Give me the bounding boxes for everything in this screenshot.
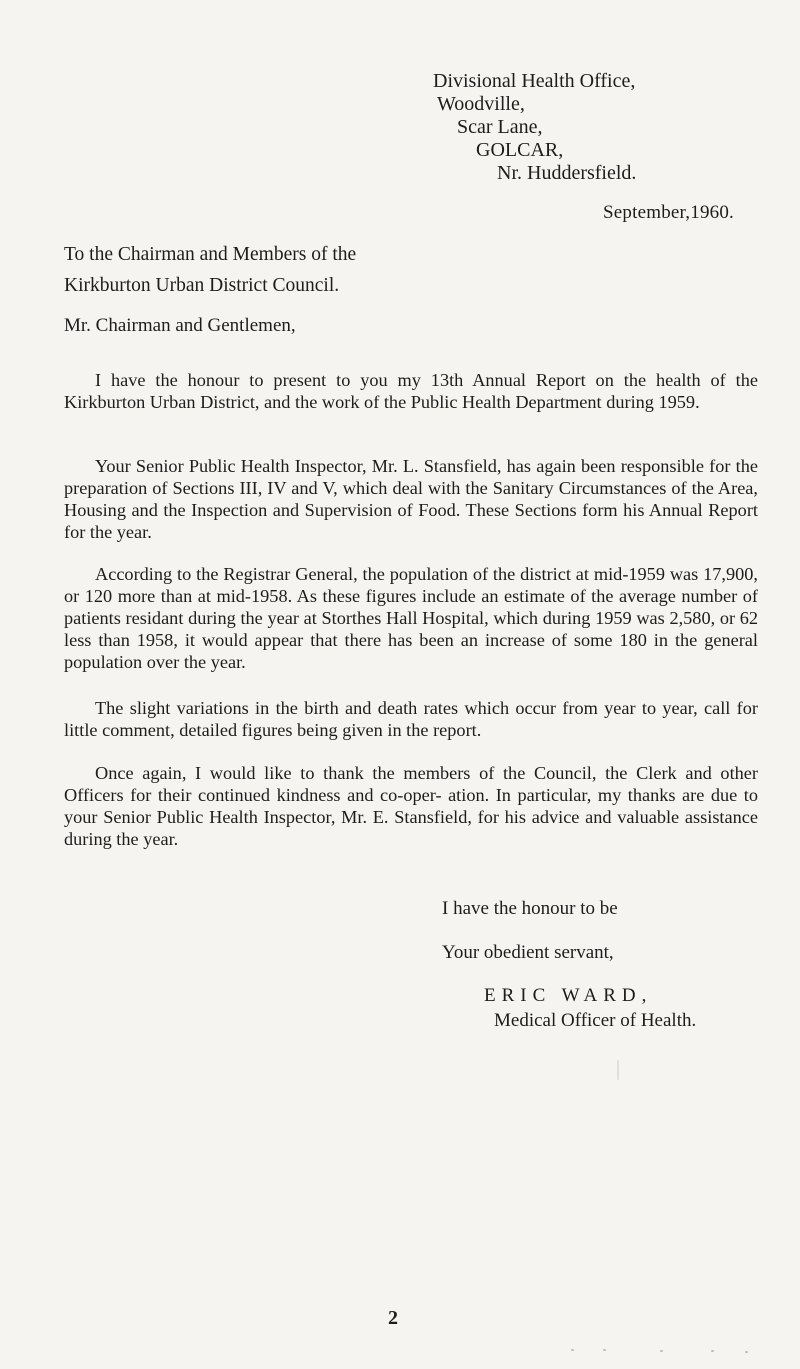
- scan-speck: [603, 1349, 606, 1351]
- scan-speck: [571, 1349, 574, 1351]
- address-line-street: Scar Lane,: [457, 116, 543, 138]
- recipient-block: [64, 239, 356, 301]
- paragraph-inspector-sections: Your Senior Public Health Inspector, Mr. L. Stansfield, has again been responsible for the preparation of Sections III, IV and V, which deal with the Sanitary Circumstances of the Area, Housing and the Inspection and Supervision of Food. These Sections form his Annual Report for the year.: [64, 456, 758, 542]
- closing-line-honour: I have the honour to be: [442, 898, 618, 919]
- address-line-town: GOLCAR,: [476, 139, 564, 161]
- signature-title: Medical Officer of Health.: [494, 1010, 697, 1031]
- recipient-line-1: To the Chairman and Members of the: [64, 244, 357, 265]
- sender-address: [433, 70, 636, 185]
- address-line-region: Nr. Huddersfield.: [497, 162, 637, 184]
- closing-line-servant: Your obedient servant,: [442, 942, 614, 963]
- paragraph-birth-death-rates: The slight variations in the birth and death rates which occur from year to year, call for little comment, detailed figures being given in the report.: [64, 698, 758, 740]
- address-line-office: Divisional Health Office,: [433, 70, 636, 92]
- letter-date: September,1960.: [603, 202, 734, 223]
- address-line-house: Woodville,: [437, 93, 525, 115]
- scan-speck: [711, 1350, 714, 1352]
- paragraph-population: According to the Registrar General, the population of the district at mid-1959 was 17,900, or 120 more than at mid-1958. As these figures include an estimate of the average number of patients residant during the year at Storthes Hall Hospital, which during 1959 was 2,580, or 62 less than 1958, it would appear that there has been an increase of some 180 in the general population over the year.: [64, 564, 758, 672]
- scan-speck: [660, 1350, 663, 1352]
- paragraph-thanks: Once again, I would like to thank the members of the Council, the Clerk and other Officers for their continued kindness and co-oper- ation. In particular, my thanks are due to your Senior Public Health Inspector, Mr. E. Stansfield, for his advice and valuable assistance during the year.: [64, 763, 758, 849]
- scan-speck: [745, 1351, 748, 1353]
- signature-name: ERIC WARD,: [484, 985, 653, 1006]
- salutation: Mr. Chairman and Gentlemen,: [64, 315, 296, 336]
- scan-speck: [617, 1060, 619, 1080]
- paragraph-report-intro: I have the honour to present to you my 13th Annual Report on the health of the Kirkburton Urban District, and the work of the Public Health Department during 1959.: [64, 370, 758, 412]
- recipient-line-2: Kirkburton Urban District Council.: [64, 275, 340, 296]
- page-number: 2: [388, 1307, 398, 1329]
